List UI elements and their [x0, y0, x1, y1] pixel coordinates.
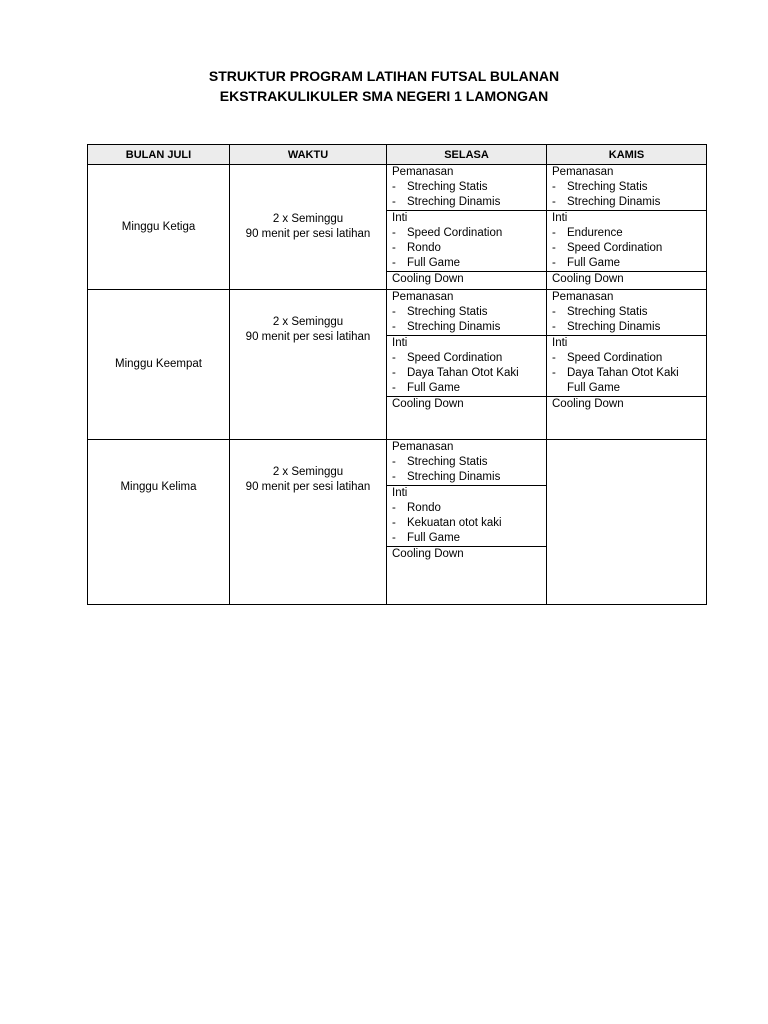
- core-heading: Inti: [392, 487, 408, 499]
- warmup-block: [387, 290, 546, 335]
- document-title-line1: STRUKTUR PROGRAM LATIHAN FUTSAL BULANAN: [208, 68, 560, 84]
- selasa-cell: [387, 165, 547, 290]
- list-item: - Endurence: [552, 227, 623, 239]
- warmup-block: [547, 290, 706, 335]
- list-item: - Speed Cordination: [552, 242, 663, 254]
- list-item: - Full Game: [392, 257, 461, 269]
- list-item: - Streching Dinamis: [392, 321, 501, 333]
- week-label: Minggu Kelima: [120, 481, 197, 493]
- header-waktu: WAKTU: [230, 145, 387, 165]
- list-item: - Rondo: [392, 242, 441, 254]
- table-row: [88, 290, 707, 440]
- list-item: - Speed Cordination: [392, 227, 503, 239]
- table-row: [88, 165, 707, 290]
- core-heading: Inti: [392, 337, 408, 349]
- document-title-line2: EKSTRAKULIKULER SMA NEGERI 1 LAMONGAN: [219, 88, 549, 104]
- list-item: - Rondo: [392, 502, 441, 514]
- list-item: - Streching Statis: [392, 181, 488, 193]
- training-schedule-table: [87, 144, 707, 605]
- waktu-duration: 90 menit per sesi latihan: [245, 331, 371, 343]
- waktu-duration: 90 menit per sesi latihan: [245, 228, 371, 240]
- warmup-block: [547, 165, 706, 210]
- warmup-heading: Pemanasan: [552, 166, 614, 178]
- list-item: - Full Game: [392, 382, 461, 394]
- waktu-cell: [230, 165, 387, 290]
- list-item: - Daya Tahan Otot Kaki: [552, 367, 679, 379]
- cooldown-block: Cooling Down: [547, 396, 706, 412]
- core-heading: Inti: [552, 212, 568, 224]
- warmup-heading: Pemanasan: [392, 166, 454, 178]
- table-row: [88, 440, 707, 605]
- core-block: [387, 210, 546, 271]
- cooldown-block: Cooling Down: [387, 271, 546, 287]
- week-cell: [88, 290, 230, 440]
- list-item: - Speed Cordination: [552, 352, 663, 364]
- waktu-frequency: 2 x Seminggu: [272, 316, 344, 328]
- waktu-cell: [230, 440, 387, 605]
- kamis-cell: [547, 165, 707, 290]
- list-item: - Streching Dinamis: [392, 471, 501, 483]
- core-block: [547, 210, 706, 271]
- header-kamis: KAMIS: [547, 145, 707, 165]
- cooldown-block: Cooling Down: [387, 546, 546, 562]
- core-heading: Inti: [392, 212, 408, 224]
- header-selasa: SELASA: [387, 145, 547, 165]
- warmup-heading: Pemanasan: [552, 291, 614, 303]
- cooldown-block: Cooling Down: [387, 396, 546, 412]
- warmup-heading: Pemanasan: [392, 441, 454, 453]
- list-item: - Streching Dinamis: [392, 196, 501, 208]
- warmup-block: [387, 440, 546, 485]
- list-item: - Full Game: [552, 257, 621, 269]
- week-cell: [88, 440, 230, 605]
- list-item: - Speed Cordination: [392, 352, 503, 364]
- kamis-cell-empty: [547, 440, 707, 605]
- warmup-heading: Pemanasan: [392, 291, 454, 303]
- table-header-row: [88, 145, 707, 165]
- list-item: - Daya Tahan Otot Kaki: [392, 367, 519, 379]
- list-item: - Streching Statis: [552, 306, 648, 318]
- week-cell: [88, 165, 230, 290]
- list-item: - Streching Dinamis: [552, 321, 661, 333]
- selasa-cell: [387, 290, 547, 440]
- list-item: - Streching Statis: [392, 306, 488, 318]
- core-block: [387, 335, 546, 396]
- list-item-continuation: Full Game: [567, 382, 621, 394]
- waktu-cell: [230, 290, 387, 440]
- core-block: [387, 485, 546, 546]
- list-item: - Full Game: [392, 532, 461, 544]
- header-bulan: BULAN JULI: [88, 145, 230, 165]
- list-item: - Streching Statis: [552, 181, 648, 193]
- selasa-cell: [387, 440, 547, 605]
- kamis-cell: [547, 290, 707, 440]
- core-heading: Inti: [552, 337, 568, 349]
- list-item: - Streching Dinamis: [552, 196, 661, 208]
- waktu-frequency: 2 x Seminggu: [272, 466, 344, 478]
- cooldown-block: Cooling Down: [547, 271, 706, 287]
- list-item: - Kekuatan otot kaki: [392, 517, 502, 529]
- list-item: - Streching Statis: [392, 456, 488, 468]
- week-label: Minggu Ketiga: [121, 220, 196, 233]
- core-block: [547, 335, 706, 396]
- warmup-block: [387, 165, 546, 210]
- week-label: Minggu Keempat: [115, 358, 202, 370]
- waktu-duration: 90 menit per sesi latihan: [245, 481, 371, 493]
- waktu-frequency: 2 x Seminggu: [272, 213, 344, 225]
